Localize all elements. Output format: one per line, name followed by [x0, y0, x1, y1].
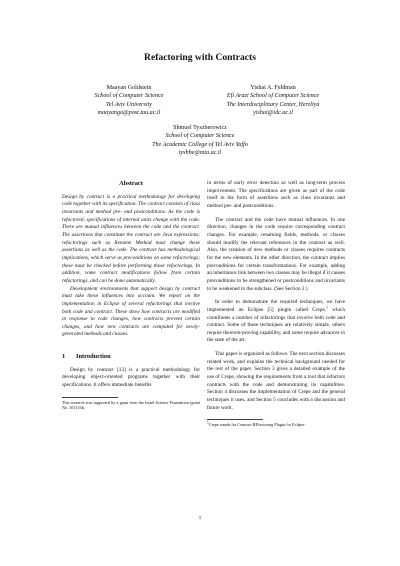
introduction-heading [62, 353, 200, 361]
author-affiliation: School of Computer Science [94, 93, 164, 100]
author-name: Maayan Goldstein [106, 85, 152, 91]
abstract-paragraph: Design by contract is a practical methodology for developing code together with its specification. The contract consists of class invariants and method pre- and postconditions. As the code is refactored, specifications of internal units change with the code. There are mutual influences between the code and the contract. The assertions that constitute the contract are Java expressions; refactorings such as Rename Method must change these assertions as well as the code. The contract has methodological implications, which serve as preconditions on some refactorings; these must be checked before performing those refactorings. In addition, some contract modifications follow from certain refactorings, and can be done automatically. [62, 193, 200, 284]
author-institution: Tel Aviv University [105, 101, 153, 108]
author-name: Yishai A. Feldman [250, 85, 296, 91]
author-name: Shmuel Tyszberowicz [173, 125, 227, 131]
body-paragraph: The contract and the code have mutual influences. In one direction, changes in the code require corresponding contract changes. For example, renaming fields, methods, or classes should modify the relevant references in the contract as well. Also, the creation of new methods or classes requires contracts for the new elements. In the other direction, the contract implies preconditions for certain transformations. For example, adding an inheritance link between two classes may be illegal if it causes preconditions to be strengthened or postconditions and invariants to be weakened in the subclass. (See Section 2.) [207, 216, 345, 292]
funding-footnote: This research was supported by a grant from the Israel Science Foundation (grant No. 1011/04). [62, 399, 200, 411]
author-institution: The Interdisciplinary Center, Herzliya [226, 101, 320, 108]
author-affiliation: Efi Arazi School of Computer Science [226, 93, 320, 100]
author-email: maayango@post.tau.ac.il [97, 110, 161, 117]
author-email: yishai@idc.ac.il [253, 110, 293, 117]
body-paragraph [207, 299, 345, 345]
body-text: In order to demonstrate the required techniques, we have implemented an Eclipse [5] plugin called Crepe, [207, 299, 345, 313]
crepe-footnote [207, 422, 345, 427]
section-number: 1 [62, 353, 66, 361]
abstract [62, 194, 200, 339]
body-paragraph: This paper is organized as follows. The next section discusses related work, and explains the technical background needed for the rest of the paper. Section 3 gives a detailed example of the use of Crepe, showing the requirements from a tool that refactors contracts with the code and demonstrating its capabilities. Section 4 discusses the implementation of Crepe and the general techniques it uses, and Section 5 concludes with a discussion and future work. [207, 351, 345, 411]
left-column [62, 180, 200, 411]
author-institution: The Academic College of Tel Aviv Yaffo [152, 141, 248, 148]
author-affiliation: School of Computer Science [165, 133, 235, 140]
footnote-divider [62, 397, 118, 398]
body-text: which contributes a number of refactorings that involve both code and contract. Some of these techniques are relatively simple, others require theorem-proving capability, and some require advances in the state of the art. [207, 306, 345, 344]
intro-paragraph: Design by contract [13] is a practical methodology for developing object-oriented programs together with their specifications. It offers immediate benefits [62, 366, 200, 389]
footnote-divider [207, 419, 263, 420]
section-title: Introduction [76, 353, 111, 361]
author-block-3 [110, 124, 290, 158]
footnote-mark: 1 [326, 305, 328, 310]
right-column [207, 180, 345, 428]
footnote-text: Crepe stands for Contract REfactoring Plugin for Eclipse. [208, 422, 306, 428]
footnote-mark: 1 [207, 420, 209, 425]
body-paragraph: in terms of early error detection as well as long-term process improvement. The specifications are given as part of the code itself in the form of assertions such as class invariants and method pre- and postconditions. [207, 180, 345, 209]
author-block-2 [202, 84, 344, 118]
abstract-paragraph: Development environments that support design by contract must take these influences into account. We report on the implementation in Eclipse of several refactorings that involve both code and contract. These show how contracts are modified in response to code changes, how contracts prevent certain changes, and how new contracts are computed for newly-generated methods and classes. [62, 285, 200, 338]
author-block-1 [58, 84, 200, 118]
abstract-heading: Abstract [119, 180, 143, 187]
paper-title: Refactoring with Contracts [144, 52, 256, 63]
author-email: tyshbe@mta.ac.il [178, 150, 222, 157]
page-number: 1 [198, 515, 202, 521]
